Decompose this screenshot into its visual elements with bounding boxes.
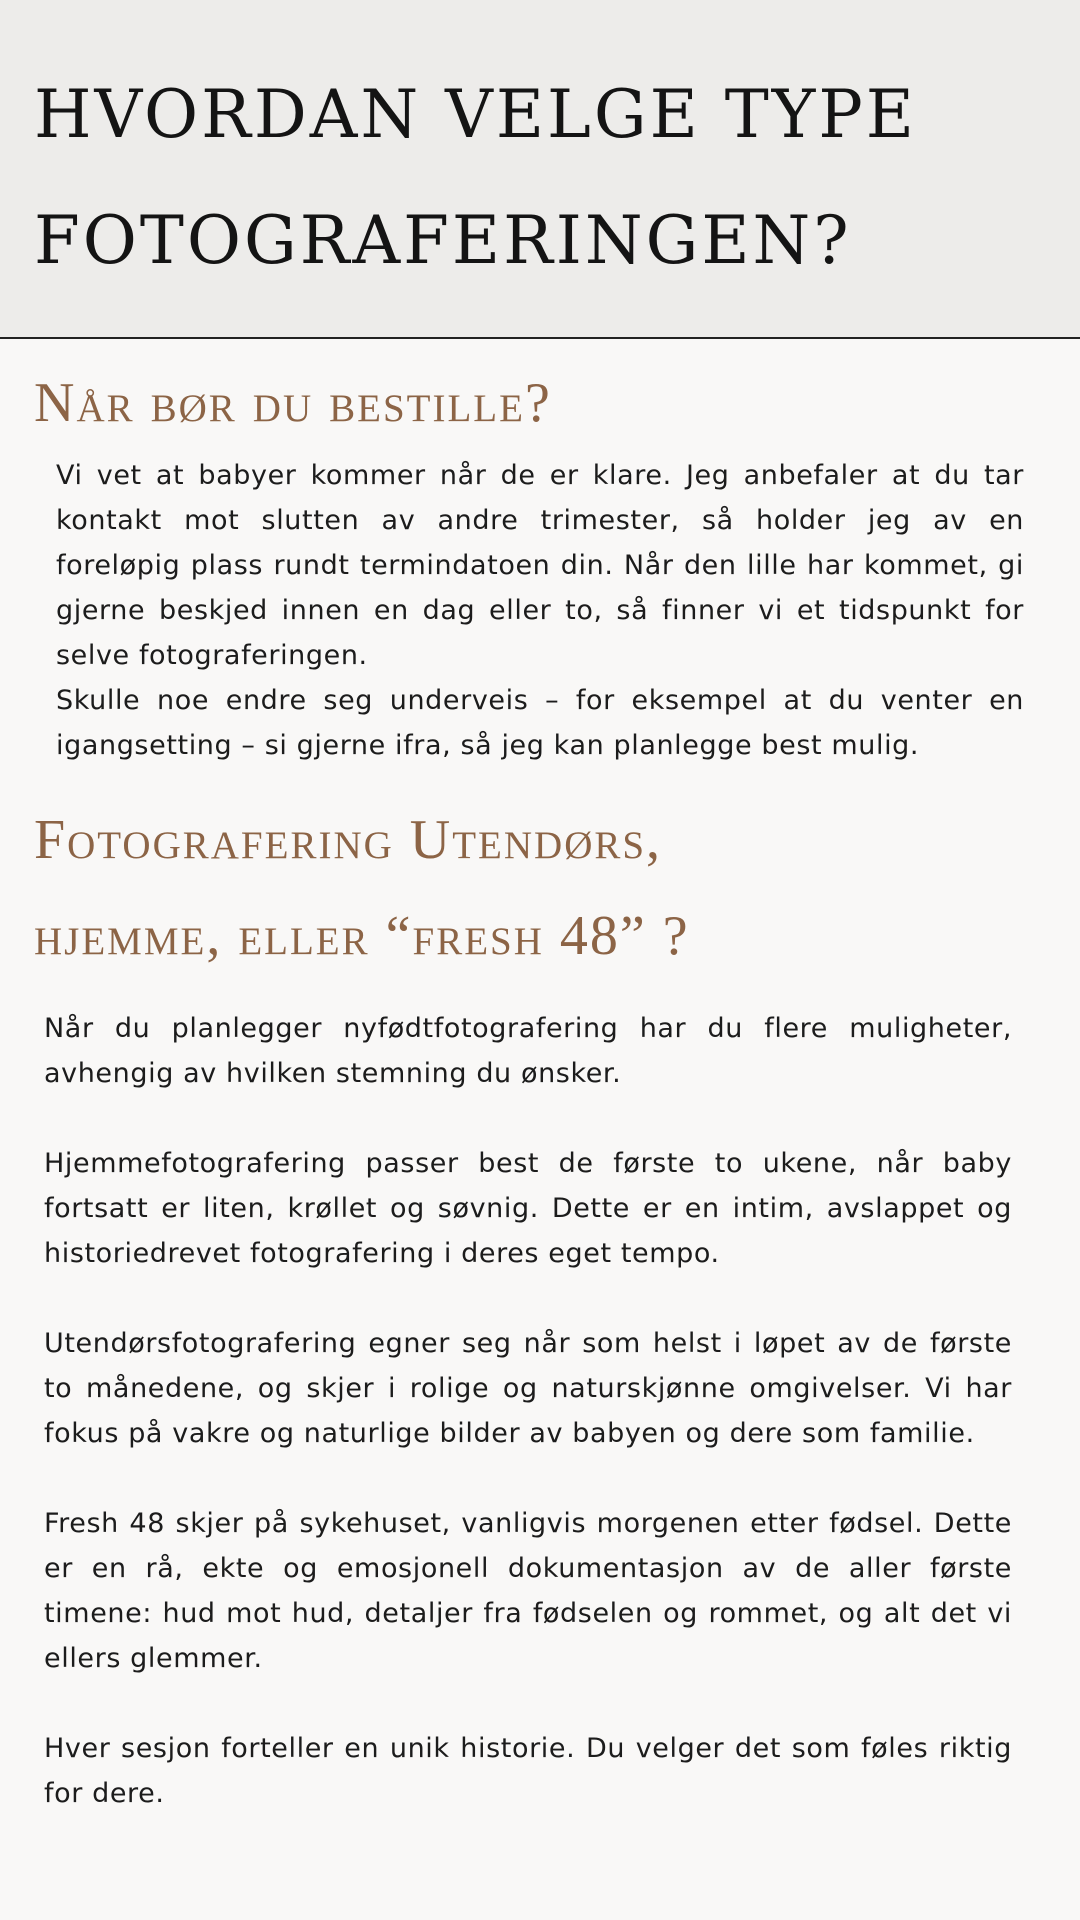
page-title-line-1: HVORDAN VELGE TYPE: [34, 76, 917, 153]
booking-heading: Når bør du bestille?: [34, 372, 552, 434]
page-title-line-2: FOTOGRAFERINGEN?: [34, 202, 852, 279]
session-type-heading: [34, 792, 1046, 984]
session-type-heading-line-1: Fotografering Utendørs,: [34, 809, 663, 871]
fresh48-session-paragraph: Fresh 48 skjer på sykehuset, vanligvis morgenen etter fødsel. Dette er en rå, ekte og emosjonell dokumentasjon av de aller første timene: hud mot hud, detaljer fra fødselen og rommet, og alt det vi ellers glemmer.: [44, 1508, 1012, 1674]
outdoor-session-paragraph: Utendørsfotografering egner seg når som helst i løpet av de første to månedene, og skjer i rolige og naturskjønne omgivelser. Vi har fokus på vakre og naturlige bilder av babyen og dere som familie.: [44, 1328, 1012, 1449]
page-header: [0, 0, 1080, 339]
booking-text-block: [34, 453, 1046, 768]
booking-paragraph-1: Vi vet at babyer kommer når de er klare. Jeg anbefaler at du tar kontakt mot slutten av andre trimester, så holder jeg av en foreløpig plass rundt termindatoen din. Når den lille har kommet, gi gjerne beskjed innen en dag eller to, så finner vi et tidspunkt for selve fotograferingen.: [56, 460, 1024, 671]
session-type-section: [34, 792, 1046, 1816]
closing-paragraph: Hver sesjon forteller en unik historie. Du velger det som føles riktig for dere.: [44, 1733, 1012, 1809]
main-content: [0, 353, 1080, 1816]
home-session-paragraph: Hjemmefotografering passer best de første to ukene, når baby fortsatt er liten, krøllet og søvnig. Dette er en intim, avslappet og historiedrevet fotografering i deres eget tempo.: [44, 1148, 1012, 1269]
booking-paragraph-2: Skulle noe endre seg underveis – for eksempel at du venter en igangsetting – si gjerne ifra, så jeg kan planlegge best mulig.: [56, 685, 1024, 761]
page-title: [34, 52, 1046, 304]
session-type-heading-line-2: hjemme, eller “fresh 48” ?: [34, 905, 690, 967]
session-type-text-block: [34, 1006, 1046, 1816]
intro-paragraph: Når du planlegger nyfødtfotografering har du flere muligheter, avhengig av hvilken stemning du ønsker.: [44, 1013, 1012, 1089]
booking-section: [34, 353, 1046, 768]
